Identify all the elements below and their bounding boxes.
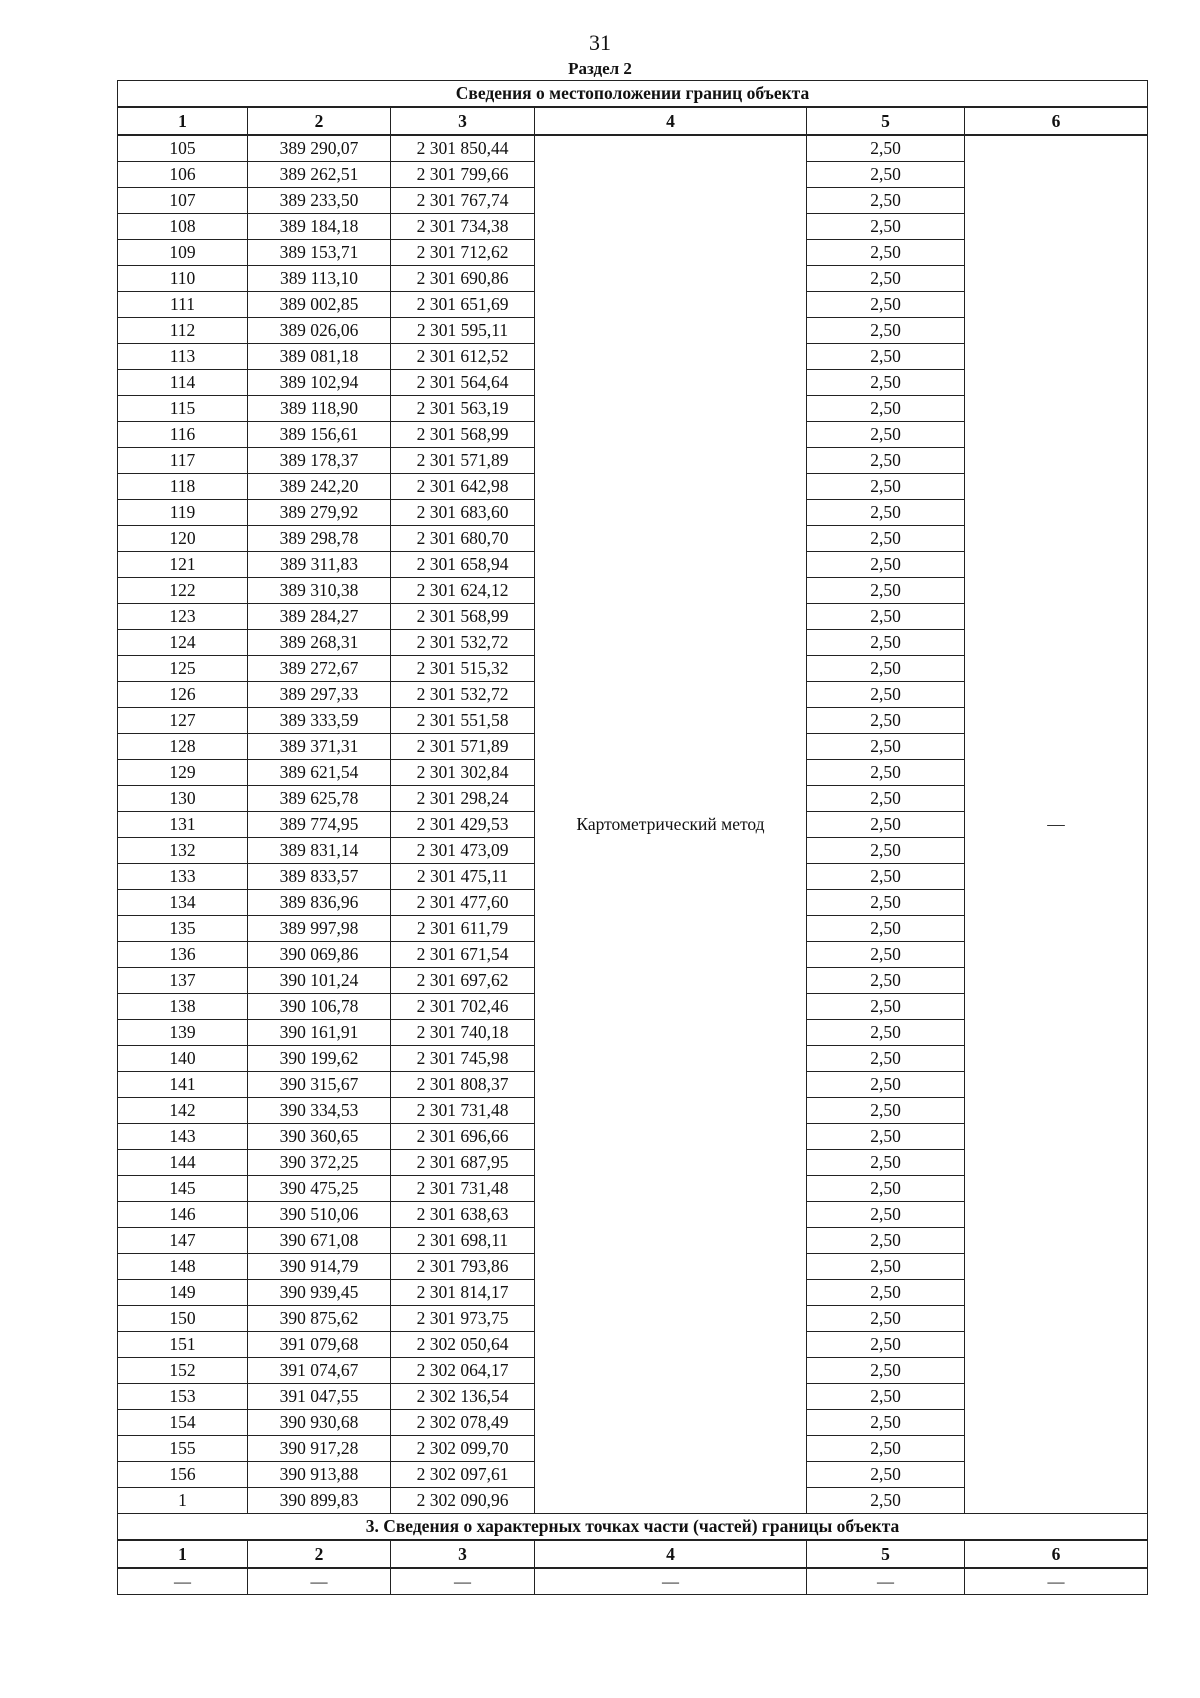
point-number-cell: 109 [118,240,248,266]
x-coordinate-cell: 389 333,59 [248,708,391,734]
accuracy-cell: 2,50 [807,838,965,864]
x-coordinate-cell: 389 836,96 [248,890,391,916]
accuracy-cell: 2,50 [807,1228,965,1254]
x-coordinate-cell: 389 178,37 [248,448,391,474]
empty-cell: — [807,1568,965,1595]
point-number-cell: 128 [118,734,248,760]
x-coordinate-cell: 390 510,06 [248,1202,391,1228]
x-coordinate-cell: 391 047,55 [248,1384,391,1410]
x-coordinate-cell: 389 625,78 [248,786,391,812]
point-number-cell: 119 [118,500,248,526]
y-coordinate-cell: 2 301 624,12 [391,578,535,604]
x-coordinate-cell: 389 371,31 [248,734,391,760]
x-coordinate-cell: 389 279,92 [248,500,391,526]
point-number-cell: 147 [118,1228,248,1254]
point-number-cell: 146 [118,1202,248,1228]
point-number-cell: 145 [118,1176,248,1202]
y-coordinate-cell: 2 301 298,24 [391,786,535,812]
accuracy-cell: 2,50 [807,630,965,656]
x-coordinate-cell: 389 298,78 [248,526,391,552]
point-number-cell: 111 [118,292,248,318]
point-number-cell: 150 [118,1306,248,1332]
y-coordinate-cell: 2 301 473,09 [391,838,535,864]
point-number-cell: 151 [118,1332,248,1358]
part-column-number: 5 [807,1540,965,1568]
accuracy-cell: 2,50 [807,370,965,396]
x-coordinate-cell: 389 833,57 [248,864,391,890]
y-coordinate-cell: 2 301 651,69 [391,292,535,318]
y-coordinate-cell: 2 301 850,44 [391,135,535,162]
point-number-cell: 142 [118,1098,248,1124]
accuracy-cell: 2,50 [807,474,965,500]
column-number: 4 [535,107,807,135]
y-coordinate-cell: 2 301 697,62 [391,968,535,994]
x-coordinate-cell: 390 315,67 [248,1072,391,1098]
x-coordinate-cell: 389 311,83 [248,552,391,578]
x-coordinate-cell: 390 360,65 [248,1124,391,1150]
y-coordinate-cell: 2 301 687,95 [391,1150,535,1176]
x-coordinate-cell: 389 272,67 [248,656,391,682]
accuracy-cell: 2,50 [807,604,965,630]
accuracy-cell: 2,50 [807,214,965,240]
method-cell: Картометрический метод [535,135,807,1514]
accuracy-cell: 2,50 [807,812,965,838]
accuracy-cell: 2,50 [807,1020,965,1046]
column-number: 6 [965,107,1148,135]
point-number-cell: 133 [118,864,248,890]
table-caption-row [118,81,1148,108]
x-coordinate-cell: 391 074,67 [248,1358,391,1384]
point-number-cell: 117 [118,448,248,474]
part-column-number-row [118,1540,1148,1568]
accuracy-cell: 2,50 [807,1124,965,1150]
x-coordinate-cell: 390 930,68 [248,1410,391,1436]
section-label: Раздел 2 [568,59,632,78]
column-number: 1 [118,107,248,135]
y-coordinate-cell: 2 302 097,61 [391,1462,535,1488]
accuracy-cell: 2,50 [807,994,965,1020]
accuracy-cell: 2,50 [807,734,965,760]
part-section [118,1514,1148,1595]
x-coordinate-cell: 389 621,54 [248,760,391,786]
y-coordinate-cell: 2 301 595,11 [391,318,535,344]
part-column-number: 1 [118,1540,248,1568]
x-coordinate-cell: 389 997,98 [248,916,391,942]
accuracy-cell: 2,50 [807,578,965,604]
accuracy-cell: 2,50 [807,162,965,188]
accuracy-cell: 2,50 [807,1410,965,1436]
accuracy-cell: 2,50 [807,1176,965,1202]
y-coordinate-cell: 2 301 515,32 [391,656,535,682]
y-coordinate-cell: 2 301 793,86 [391,1254,535,1280]
y-coordinate-cell: 2 301 973,75 [391,1306,535,1332]
y-coordinate-cell: 2 301 671,54 [391,942,535,968]
accuracy-cell: 2,50 [807,1306,965,1332]
point-number-cell: 1 [118,1488,248,1514]
point-number-cell: 108 [118,214,248,240]
x-coordinate-cell: 390 913,88 [248,1462,391,1488]
y-coordinate-cell: 2 301 563,19 [391,396,535,422]
x-coordinate-cell: 389 262,51 [248,162,391,188]
y-coordinate-cell: 2 301 712,62 [391,240,535,266]
accuracy-cell: 2,50 [807,188,965,214]
y-coordinate-cell: 2 301 683,60 [391,500,535,526]
y-coordinate-cell: 2 301 814,17 [391,1280,535,1306]
y-coordinate-cell: 2 301 302,84 [391,760,535,786]
y-coordinate-cell: 2 301 532,72 [391,630,535,656]
y-coordinate-cell: 2 301 680,70 [391,526,535,552]
accuracy-cell: 2,50 [807,864,965,890]
accuracy-cell: 2,50 [807,1202,965,1228]
point-number-cell: 107 [118,188,248,214]
y-coordinate-cell: 2 301 731,48 [391,1098,535,1124]
y-coordinate-cell: 2 301 745,98 [391,1046,535,1072]
y-coordinate-cell: 2 301 808,37 [391,1072,535,1098]
x-coordinate-cell: 391 079,68 [248,1332,391,1358]
y-coordinate-cell: 2 302 050,64 [391,1332,535,1358]
boundary-table [117,80,1148,1595]
point-number-cell: 123 [118,604,248,630]
x-coordinate-cell: 390 334,53 [248,1098,391,1124]
y-coordinate-cell: 2 301 696,66 [391,1124,535,1150]
y-coordinate-cell: 2 301 571,89 [391,448,535,474]
part-empty-row [118,1568,1148,1595]
x-coordinate-cell: 390 199,62 [248,1046,391,1072]
accuracy-cell: 2,50 [807,448,965,474]
x-coordinate-cell: 390 939,45 [248,1280,391,1306]
accuracy-cell: 2,50 [807,1358,965,1384]
y-coordinate-cell: 2 301 799,66 [391,162,535,188]
y-coordinate-cell: 2 301 568,99 [391,604,535,630]
boundary-table-body [118,81,1148,1514]
accuracy-cell: 2,50 [807,1332,965,1358]
y-coordinate-cell: 2 301 477,60 [391,890,535,916]
accuracy-cell: 2,50 [807,526,965,552]
x-coordinate-cell: 390 671,08 [248,1228,391,1254]
accuracy-cell: 2,50 [807,1254,965,1280]
x-coordinate-cell: 389 310,38 [248,578,391,604]
x-coordinate-cell: 390 475,25 [248,1176,391,1202]
x-coordinate-cell: 390 101,24 [248,968,391,994]
x-coordinate-cell: 389 184,18 [248,214,391,240]
x-coordinate-cell: 389 153,71 [248,240,391,266]
part-column-number: 2 [248,1540,391,1568]
y-coordinate-cell: 2 301 429,53 [391,812,535,838]
x-coordinate-cell: 390 069,86 [248,942,391,968]
accuracy-cell: 2,50 [807,266,965,292]
x-coordinate-cell: 389 002,85 [248,292,391,318]
x-coordinate-cell: 390 106,78 [248,994,391,1020]
y-coordinate-cell: 2 301 734,38 [391,214,535,240]
x-coordinate-cell: 389 113,10 [248,266,391,292]
x-coordinate-cell: 389 297,33 [248,682,391,708]
y-coordinate-cell: 2 302 064,17 [391,1358,535,1384]
point-number-cell: 135 [118,916,248,942]
y-coordinate-cell: 2 301 475,11 [391,864,535,890]
y-coordinate-cell: 2 302 099,70 [391,1436,535,1462]
accuracy-cell: 2,50 [807,135,965,162]
accuracy-cell: 2,50 [807,1046,965,1072]
accuracy-cell: 2,50 [807,942,965,968]
point-number-cell: 127 [118,708,248,734]
point-number-cell: 112 [118,318,248,344]
accuracy-cell: 2,50 [807,1436,965,1462]
accuracy-cell: 2,50 [807,318,965,344]
y-coordinate-cell: 2 301 611,79 [391,916,535,942]
accuracy-cell: 2,50 [807,1462,965,1488]
empty-cell: — [965,1568,1148,1595]
empty-cell: — [118,1568,248,1595]
point-number-cell: 149 [118,1280,248,1306]
accuracy-cell: 2,50 [807,552,965,578]
column-number-row [118,107,1148,135]
point-number-cell: 134 [118,890,248,916]
accuracy-cell: 2,50 [807,292,965,318]
accuracy-cell: 2,50 [807,240,965,266]
y-coordinate-cell: 2 301 568,99 [391,422,535,448]
point-number-cell: 138 [118,994,248,1020]
accuracy-cell: 2,50 [807,760,965,786]
y-coordinate-cell: 2 302 078,49 [391,1410,535,1436]
point-number-cell: 116 [118,422,248,448]
part-section-caption: 3. Сведения о характерных точках части (частей) границы объекта [118,1514,1148,1541]
accuracy-cell: 2,50 [807,786,965,812]
point-number-cell: 144 [118,1150,248,1176]
x-coordinate-cell: 390 875,62 [248,1306,391,1332]
accuracy-cell: 2,50 [807,396,965,422]
point-number-cell: 153 [118,1384,248,1410]
y-coordinate-cell: 2 302 090,96 [391,1488,535,1514]
point-number-cell: 113 [118,344,248,370]
point-number-cell: 148 [118,1254,248,1280]
y-coordinate-cell: 2 301 740,18 [391,1020,535,1046]
empty-cell: — [535,1568,807,1595]
point-number-cell: 114 [118,370,248,396]
point-number-cell: 141 [118,1072,248,1098]
point-number-cell: 154 [118,1410,248,1436]
accuracy-cell: 2,50 [807,1098,965,1124]
point-number-cell: 126 [118,682,248,708]
y-coordinate-cell: 2 301 731,48 [391,1176,535,1202]
column-number: 2 [248,107,391,135]
point-number-cell: 120 [118,526,248,552]
point-number-cell: 156 [118,1462,248,1488]
x-coordinate-cell: 389 290,07 [248,135,391,162]
point-number-cell: 129 [118,760,248,786]
y-coordinate-cell: 2 301 612,52 [391,344,535,370]
x-coordinate-cell: 389 774,95 [248,812,391,838]
accuracy-cell: 2,50 [807,656,965,682]
table-caption: Сведения о местоположении границ объекта [118,81,1148,108]
point-number-cell: 106 [118,162,248,188]
part-column-number: 6 [965,1540,1148,1568]
x-coordinate-cell: 390 899,83 [248,1488,391,1514]
part-column-number: 3 [391,1540,535,1568]
point-number-cell: 137 [118,968,248,994]
y-coordinate-cell: 2 301 658,94 [391,552,535,578]
x-coordinate-cell: 389 118,90 [248,396,391,422]
y-coordinate-cell: 2 302 136,54 [391,1384,535,1410]
empty-cell: — [248,1568,391,1595]
point-number-cell: 110 [118,266,248,292]
accuracy-cell: 2,50 [807,1072,965,1098]
point-number-cell: 140 [118,1046,248,1072]
y-coordinate-cell: 2 301 551,58 [391,708,535,734]
table-row [118,135,1148,162]
accuracy-cell: 2,50 [807,968,965,994]
point-number-cell: 155 [118,1436,248,1462]
x-coordinate-cell: 389 102,94 [248,370,391,396]
point-number-cell: 124 [118,630,248,656]
y-coordinate-cell: 2 301 767,74 [391,188,535,214]
part-section-caption-row [118,1514,1148,1541]
column-number: 3 [391,107,535,135]
point-number-cell: 136 [118,942,248,968]
column6-cell: — [965,135,1148,1514]
y-coordinate-cell: 2 301 564,64 [391,370,535,396]
accuracy-cell: 2,50 [807,422,965,448]
x-coordinate-cell: 389 284,27 [248,604,391,630]
point-number-cell: 122 [118,578,248,604]
y-coordinate-cell: 2 301 638,63 [391,1202,535,1228]
point-number-cell: 118 [118,474,248,500]
accuracy-cell: 2,50 [807,916,965,942]
x-coordinate-cell: 389 233,50 [248,188,391,214]
point-number-cell: 115 [118,396,248,422]
point-number-cell: 131 [118,812,248,838]
y-coordinate-cell: 2 301 532,72 [391,682,535,708]
x-coordinate-cell: 390 372,25 [248,1150,391,1176]
x-coordinate-cell: 389 242,20 [248,474,391,500]
accuracy-cell: 2,50 [807,500,965,526]
accuracy-cell: 2,50 [807,1280,965,1306]
point-number-cell: 125 [118,656,248,682]
y-coordinate-cell: 2 301 698,11 [391,1228,535,1254]
accuracy-cell: 2,50 [807,890,965,916]
y-coordinate-cell: 2 301 702,46 [391,994,535,1020]
x-coordinate-cell: 389 156,61 [248,422,391,448]
point-number-cell: 130 [118,786,248,812]
x-coordinate-cell: 389 831,14 [248,838,391,864]
point-number-cell: 121 [118,552,248,578]
point-number-cell: 152 [118,1358,248,1384]
point-number-cell: 143 [118,1124,248,1150]
accuracy-cell: 2,50 [807,1488,965,1514]
point-number-cell: 139 [118,1020,248,1046]
x-coordinate-cell: 390 161,91 [248,1020,391,1046]
x-coordinate-cell: 389 081,18 [248,344,391,370]
x-coordinate-cell: 389 026,06 [248,318,391,344]
y-coordinate-cell: 2 301 642,98 [391,474,535,500]
accuracy-cell: 2,50 [807,1150,965,1176]
accuracy-cell: 2,50 [807,708,965,734]
accuracy-cell: 2,50 [807,344,965,370]
point-number-cell: 132 [118,838,248,864]
point-number-cell: 105 [118,135,248,162]
x-coordinate-cell: 390 917,28 [248,1436,391,1462]
part-column-number: 4 [535,1540,807,1568]
y-coordinate-cell: 2 301 571,89 [391,734,535,760]
accuracy-cell: 2,50 [807,682,965,708]
empty-cell: — [391,1568,535,1595]
x-coordinate-cell: 389 268,31 [248,630,391,656]
y-coordinate-cell: 2 301 690,86 [391,266,535,292]
x-coordinate-cell: 390 914,79 [248,1254,391,1280]
page-number: 31 [589,30,611,55]
accuracy-cell: 2,50 [807,1384,965,1410]
column-number: 5 [807,107,965,135]
